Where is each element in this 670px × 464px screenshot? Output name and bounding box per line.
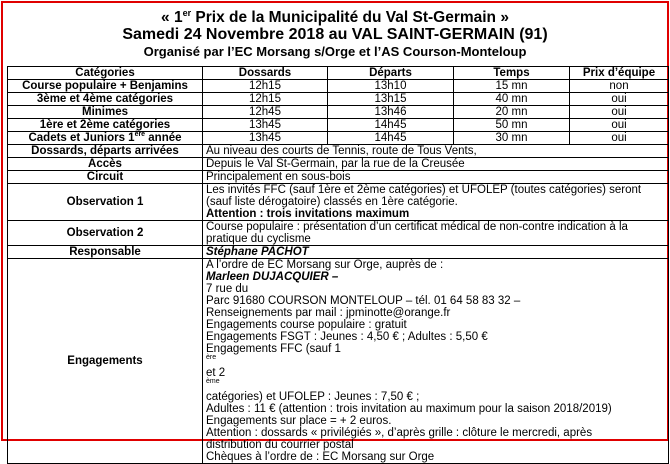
document-frame: [1, 1, 669, 463]
table-row: [8, 119, 669, 132]
departs-cell: 13h46: [328, 106, 454, 119]
info-sup: ème: [206, 378, 220, 386]
category-cell: Minimes: [8, 106, 203, 119]
dossards-cell: 13h45: [203, 119, 328, 132]
info-line: Adultes : 11 € (attention : trois invitation au maximum pour la saison 2018/2019): [206, 403, 612, 415]
info-text: 7 rue du: [206, 283, 249, 295]
title-text-end: Prix de la Municipalité du Val St-Germain »: [191, 9, 509, 26]
info-line: Parc 91680 COURSON MONTELOUP – tél. 01 64 58 83 32 –: [206, 295, 521, 307]
info-line: Chèques à l’ordre de : EC Morsang sur Orge: [206, 451, 435, 463]
table-row: [8, 106, 669, 119]
column-header: Prix d’équipe: [570, 67, 669, 80]
responsable-name: Stéphane PACHOT: [203, 246, 669, 259]
title-text: « 1: [161, 9, 183, 26]
prix-cell: non: [570, 80, 669, 93]
info-value: [203, 259, 669, 464]
info-label: Observation 2: [8, 221, 203, 246]
column-header: Catégories: [8, 67, 203, 80]
departs-cell: 13h15: [328, 93, 454, 106]
info-row-circuit: [8, 171, 669, 184]
info-row-acces: [8, 158, 669, 171]
temps-cell: 15 mn: [454, 80, 570, 93]
contact-name: Marleen DUJACQUIER –: [206, 271, 339, 283]
event-title: [3, 9, 667, 27]
dossards-cell: 12h15: [203, 93, 328, 106]
info-line: Engagements FSGT : Jeunes : 4,50 € ; Adultes : 5,50 €: [206, 331, 488, 343]
info-line: Engagements course populaire : gratuit: [206, 319, 407, 331]
prix-cell: oui: [570, 119, 669, 132]
temps-cell: 40 mn: [454, 93, 570, 106]
departs-cell: 14h45: [328, 132, 454, 145]
info-label: Responsable: [8, 246, 203, 259]
event-organizer: Organisé par l’EC Morsang s/Orge et l’AS Courson-Monteloup: [143, 44, 527, 59]
info-line: Course populaire : présentation d’un certificat médical de non-contre indication à la: [206, 221, 628, 233]
table-row: [8, 132, 669, 145]
departs-cell: 13h10: [328, 80, 454, 93]
info-value: Au niveau des courts de Tennis, route de Tous Vents,: [203, 145, 669, 158]
info-line: [206, 343, 665, 403]
category-cell: Course populaire + Benjamins: [8, 80, 203, 93]
info-line: [206, 259, 665, 295]
info-line: Renseignements par mail : jpminotte@orange.fr: [206, 307, 451, 319]
table-row: [8, 80, 669, 93]
info-value: Principalement en sous-bois: [203, 171, 669, 184]
info-label: Accès: [8, 158, 203, 171]
info-line: distribution du courrier postal: [206, 439, 354, 451]
table-row: [8, 93, 669, 106]
info-label: Engagements: [8, 259, 203, 464]
warning-line: Attention : trois invitations maximum: [206, 208, 410, 220]
dossards-cell: 12h15: [203, 80, 328, 93]
info-label: Circuit: [8, 171, 203, 184]
category-cell: 1ère et 2ème catégories: [8, 119, 203, 132]
dossards-cell: 13h45: [203, 132, 328, 145]
info-value: [203, 221, 669, 246]
temps-cell: 20 mn: [454, 106, 570, 119]
category-text-end: année: [145, 132, 182, 144]
info-row-dossards: [8, 145, 669, 158]
info-row-engagements: [8, 259, 669, 464]
category-cell: [8, 132, 203, 145]
title-sup: er: [182, 7, 192, 18]
category-text: Cadets et Juniors 1: [28, 132, 135, 144]
info-line: pratique du cyclisme: [206, 233, 311, 245]
info-line: Les invités FFC (sauf 1ère et 2ème catégories) et UFOLEP (toutes catégories) seront: [206, 184, 642, 196]
info-line: Attention : dossards « privilégiés », d’après grille : clôture le mercredi, après: [206, 427, 593, 439]
info-row-observation-2: [8, 221, 669, 246]
info-text: A l’ordre de EC Morsang sur Orge, auprès de :: [206, 259, 444, 271]
column-header: Temps: [454, 67, 570, 80]
info-row-responsable: [8, 246, 669, 259]
event-date: Samedi 24 Novembre 2018 au VAL SAINT-GERMAIN (91): [122, 26, 548, 43]
info-text: et 2: [206, 367, 226, 379]
prix-cell: oui: [570, 93, 669, 106]
info-value: Depuis le Val St-Germain, par la rue de la Creusée: [203, 158, 669, 171]
info-sup: ère: [206, 354, 217, 362]
info-value: [203, 184, 669, 221]
category-sup: ère: [134, 131, 146, 139]
category-cell: 3ème et 4ème catégories: [8, 93, 203, 106]
column-header: Départs: [328, 67, 454, 80]
departs-cell: 14h45: [328, 119, 454, 132]
info-line: Engagements sur place = + 2 euros.: [206, 415, 392, 427]
column-header: Dossards: [203, 67, 328, 80]
table-header-row: [8, 67, 669, 80]
info-text: catégories) et UFOLEP : Jeunes : 7,50 € ;: [206, 391, 420, 403]
temps-cell: 30 mn: [454, 132, 570, 145]
prix-cell: oui: [570, 106, 669, 119]
prix-cell: oui: [570, 132, 669, 145]
info-text: Engagements FFC (sauf 1: [206, 343, 341, 355]
info-row-observation-1: [8, 184, 669, 221]
info-line: (sauf liste dérogatoire) classés en 1ère catégorie.: [206, 196, 458, 208]
temps-cell: 50 mn: [454, 119, 570, 132]
dossards-cell: 12h45: [203, 106, 328, 119]
info-label: Observation 1: [8, 184, 203, 221]
race-info-table: [7, 66, 669, 464]
info-label: Dossards, départs arrivées: [8, 145, 203, 158]
